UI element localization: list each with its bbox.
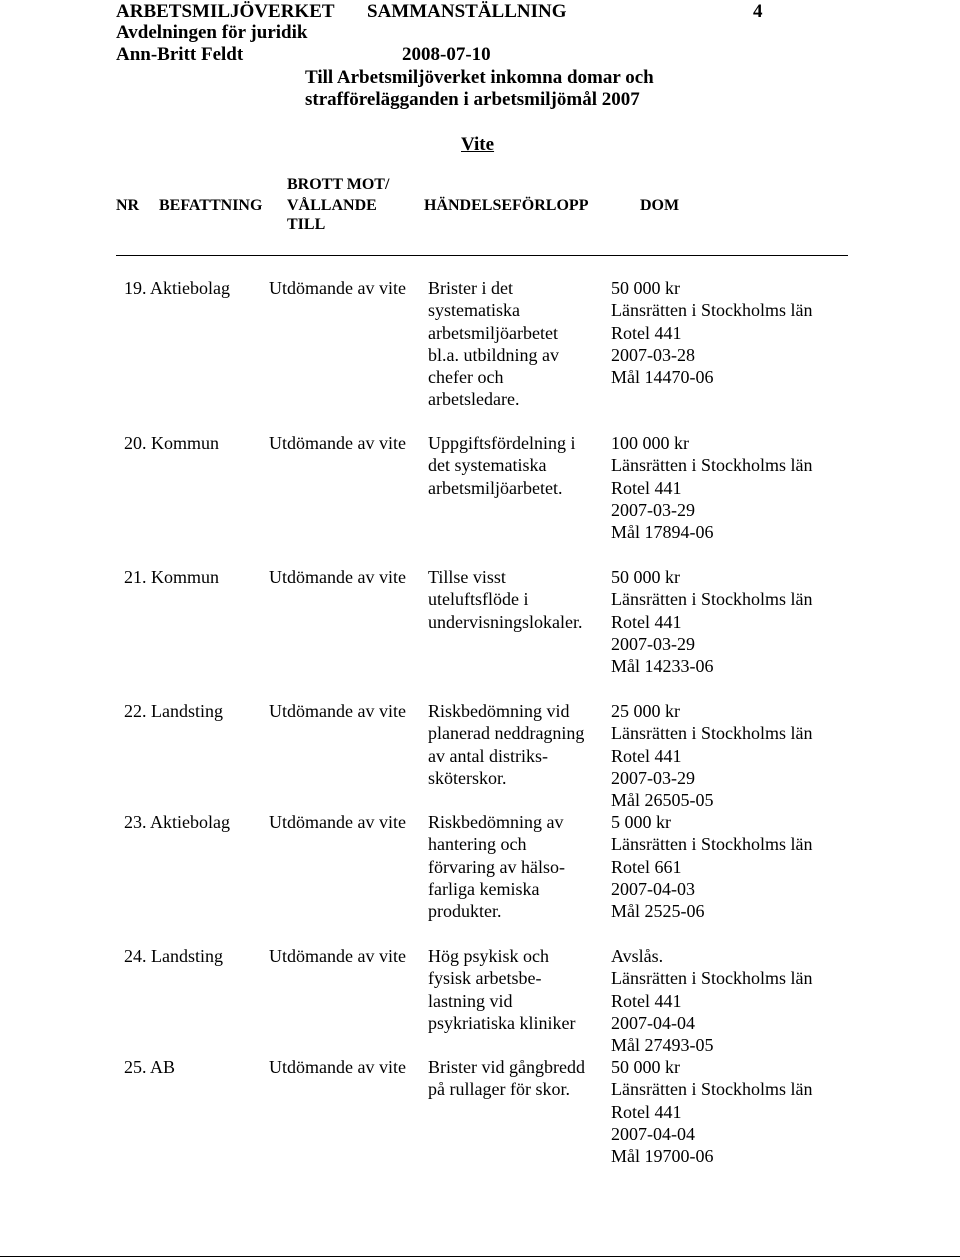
document-date: 2008-07-10 (402, 44, 491, 65)
dom-court: Länsrätten i Stockholms län (611, 455, 813, 476)
handelse-line: arbetsmiljöarbetet. (428, 477, 563, 498)
dom-court: Länsrätten i Stockholms län (611, 589, 813, 610)
handelse-line: lastning vid (428, 990, 513, 1011)
column-header-dom: DOM (640, 197, 680, 214)
dom-amount: 100 000 kr (611, 433, 689, 453)
dom-date: 2007-03-28 (611, 344, 695, 365)
dom-court: Länsrätten i Stockholms län (611, 300, 813, 321)
handelse-line: av antal distriks- (428, 745, 548, 766)
document-type: SAMMANSTÄLLNING (367, 1, 567, 22)
handelse-line: psykriatiska kliniker (428, 1012, 576, 1033)
dom-amount: 50 000 kr (611, 278, 680, 298)
dom-rotel: Rotel 441 (611, 1101, 682, 1122)
dom-court: Länsrätten i Stockholms län (611, 723, 813, 744)
page-number: 4 (753, 1, 763, 22)
case-brott: Utdömande av vite (269, 812, 406, 832)
case-handelse (428, 1056, 585, 1101)
handelse-line: Brister i det (428, 278, 513, 298)
case-handelse (428, 432, 575, 499)
handelse-line: uteluftsflöde i (428, 589, 529, 610)
handelse-line: systematiska (428, 300, 520, 321)
section-title: Vite (461, 134, 495, 155)
handelse-line: Uppgiftsfördelning i (428, 433, 576, 453)
case-nr-befattning: 20. Kommun (124, 433, 220, 453)
dom-case-number: Mål 17894-06 (611, 522, 714, 543)
handelse-line: sköterskor. (428, 767, 507, 788)
dom-rotel: Rotel 441 (611, 611, 682, 632)
dom-rotel: Rotel 441 (611, 745, 682, 766)
case-dom (611, 945, 812, 1056)
column-header-befattning: BEFATTNING (159, 197, 263, 214)
case-handelse (428, 945, 575, 1034)
column-header-nr: NR (116, 197, 140, 214)
column-header-handelse: HÄNDELSEFÖRLOPP (424, 197, 589, 214)
dom-date: 2007-03-29 (611, 633, 695, 654)
dom-date: 2007-03-29 (611, 767, 695, 788)
org-name: ARBETSMILJÖVERKET (116, 1, 335, 22)
case-handelse (428, 277, 559, 411)
author: Ann-Britt Feldt (116, 44, 244, 65)
dom-amount: 50 000 kr (611, 1057, 680, 1077)
case-brott: Utdömande av vite (269, 1057, 406, 1077)
dom-date: 2007-03-29 (611, 499, 695, 520)
handelse-line: förvaring av hälso- (428, 856, 565, 877)
dom-date: 2007-04-03 (611, 878, 695, 899)
dom-rotel: Rotel 441 (611, 477, 682, 498)
handelse-line: chefer och (428, 367, 504, 388)
case-nr-befattning: 22. Landsting (124, 701, 223, 721)
handelse-line: undervisningslokaler. (428, 611, 583, 632)
dom-court: Länsrätten i Stockholms län (611, 1079, 813, 1100)
handelse-line: Riskbedömning av (428, 812, 564, 832)
case-nr-befattning: 21. Kommun (124, 567, 220, 587)
dom-amount: 5 000 kr (611, 812, 671, 832)
footer-rule (0, 1256, 960, 1257)
dom-case-number: Mål 14470-06 (611, 367, 714, 388)
dom-case-number: Mål 19700-06 (611, 1146, 714, 1167)
dom-date: 2007-04-04 (611, 1012, 695, 1033)
handelse-line: på rullager för skor. (428, 1079, 570, 1100)
case-dom (611, 566, 812, 677)
dom-date: 2007-04-04 (611, 1123, 695, 1144)
case-dom (611, 432, 812, 543)
handelse-line: Tillse visst (428, 567, 506, 587)
case-brott: Utdömande av vite (269, 433, 406, 453)
document-title-line1: Till Arbetsmiljöverket inkomna domar och (305, 67, 654, 88)
dom-rotel: Rotel 441 (611, 322, 682, 343)
case-brott: Utdömande av vite (269, 278, 406, 298)
document-title-line2: strafförelägganden i arbetsmiljömål 2007 (305, 89, 640, 110)
case-brott: Utdömande av vite (269, 567, 406, 587)
case-nr-befattning: 24. Landsting (124, 946, 223, 966)
dom-rotel: Rotel 441 (611, 990, 682, 1011)
dom-rotel: Rotel 661 (611, 856, 682, 877)
dom-case-number: Mål 14233-06 (611, 656, 714, 677)
handelse-line: det systematiska (428, 455, 547, 476)
case-nr-befattning: 25. AB (124, 1057, 176, 1077)
handelse-line: farliga kemiska (428, 878, 540, 899)
handelse-line: fysisk arbetsbe- (428, 968, 542, 989)
handelse-line: arbetsledare. (428, 389, 520, 410)
dom-amount: Avslås. (611, 946, 664, 966)
case-nr-befattning: 19. Aktiebolag (124, 278, 230, 298)
case-nr-befattning: 23. Aktiebolag (124, 812, 230, 832)
dom-case-number: Mål 2525-06 (611, 901, 705, 922)
dom-court: Länsrätten i Stockholms län (611, 834, 813, 855)
case-dom (611, 700, 812, 811)
handelse-line: produkter. (428, 901, 502, 922)
case-handelse (428, 811, 565, 922)
column-header-brott-line1: BROTT MOT/ (287, 176, 390, 193)
case-handelse (428, 700, 584, 789)
handelse-line: arbetsmiljöarbetet (428, 322, 558, 343)
handelse-line: bl.a. utbildning av (428, 344, 559, 365)
dom-case-number: Mål 26505-05 (611, 790, 714, 811)
case-dom (611, 277, 812, 388)
handelse-line: Hög psykisk och (428, 946, 549, 966)
handelse-line: Riskbedömning vid (428, 701, 570, 721)
case-handelse (428, 566, 582, 633)
case-dom (611, 1056, 812, 1167)
dom-amount: 25 000 kr (611, 701, 680, 721)
department: Avdelningen för juridik (116, 22, 308, 43)
case-dom (611, 811, 812, 922)
dom-court: Länsrätten i Stockholms län (611, 968, 813, 989)
handelse-line: planerad neddragning (428, 723, 585, 744)
case-brott: Utdömande av vite (269, 946, 406, 966)
handelse-line: Brister vid gångbredd (428, 1057, 585, 1077)
header-rule (116, 255, 848, 256)
dom-amount: 50 000 kr (611, 567, 680, 587)
column-header-brott-line3: TILL (287, 216, 326, 233)
column-header-brott-line2: VÅLLANDE (287, 197, 377, 214)
case-brott: Utdömande av vite (269, 701, 406, 721)
handelse-line: hantering och (428, 834, 527, 855)
dom-case-number: Mål 27493-05 (611, 1035, 714, 1056)
